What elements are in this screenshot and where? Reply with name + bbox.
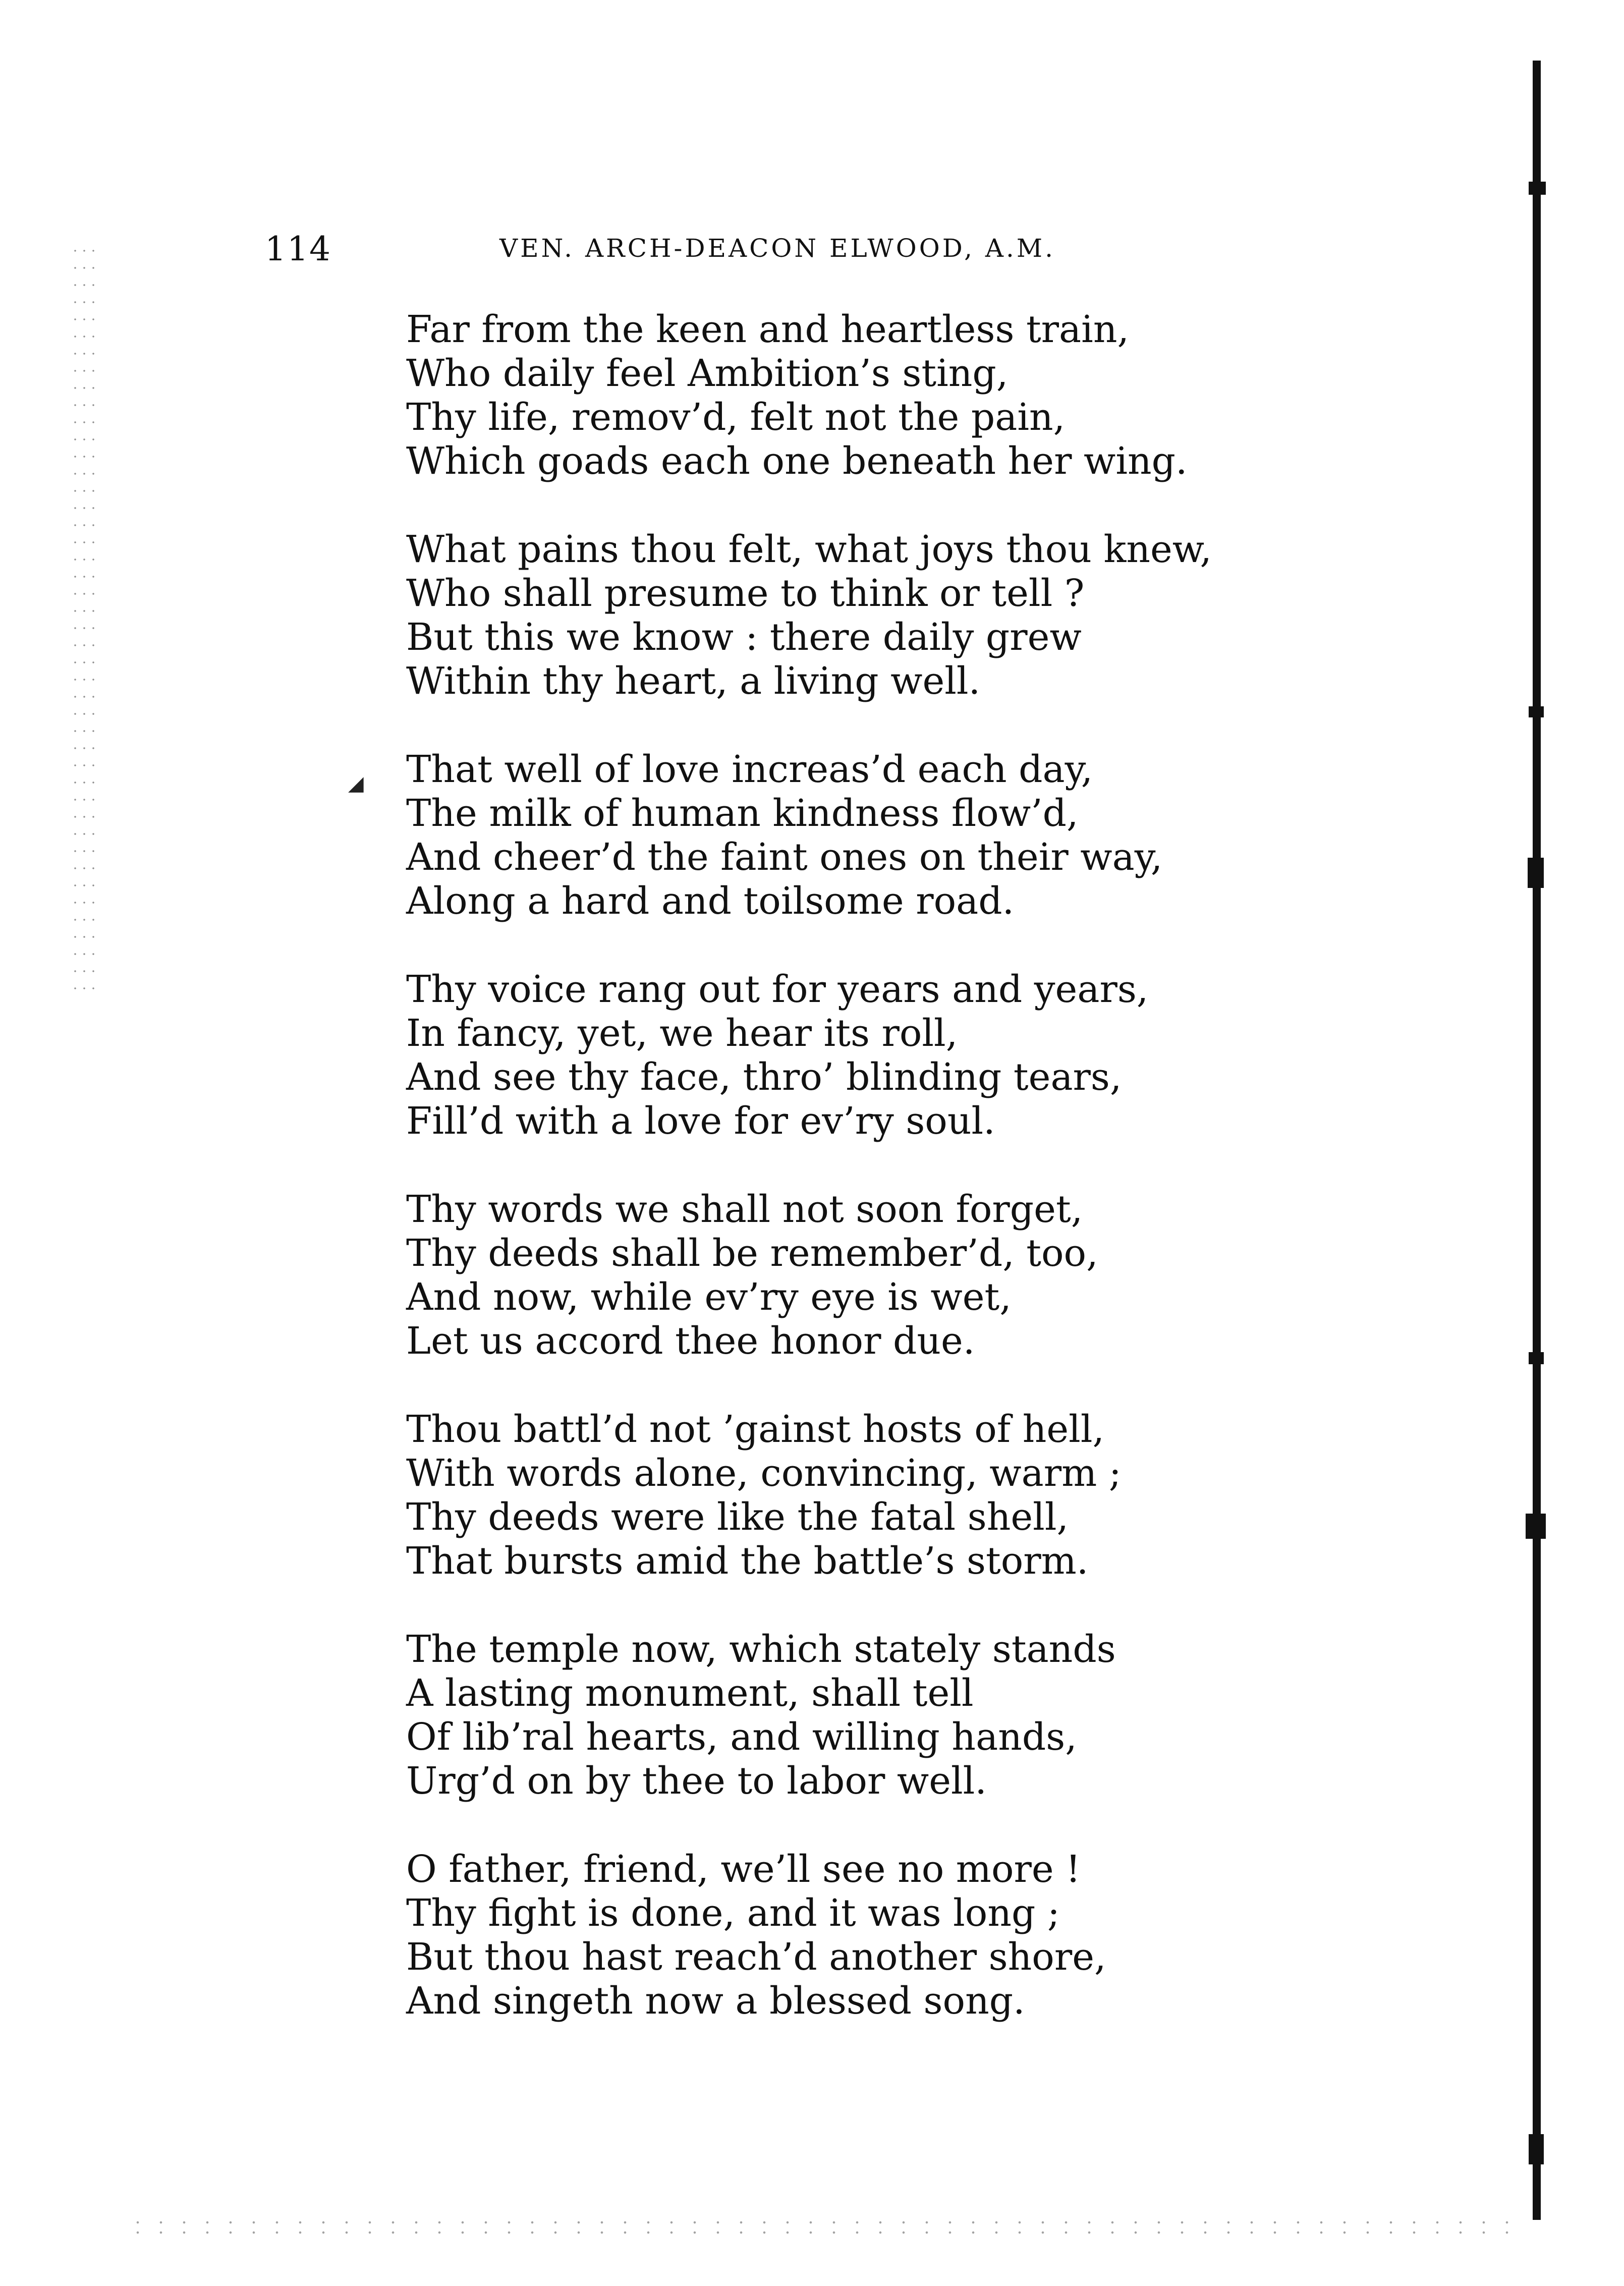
binding-notch (1528, 858, 1544, 888)
poem-line: Of lib’ral hearts, and willing hands, (406, 1715, 1077, 1759)
poem-line: Thy voice rang out for years and years, (406, 968, 1149, 1011)
poem-line: With words alone, convincing, warm ; (406, 1452, 1122, 1495)
stanza (406, 748, 1314, 923)
poem-line: Far from the keen and heartless train, (406, 308, 1130, 351)
poem-line: And now, while ev’ry eye is wet, (406, 1275, 1012, 1319)
poem-line: Let us accord thee honor due. (406, 1319, 975, 1363)
binding-edge (1533, 61, 1541, 2220)
page-header (265, 230, 1223, 270)
poem-line: Thy deeds were like the fatal shell, (406, 1495, 1069, 1539)
poem-line: Thy life, remov’d, felt not the pain, (406, 396, 1066, 439)
poem-line: Within thy heart, a living well. (406, 659, 981, 703)
poem-line: Which goads each one beneath her wing. (406, 439, 1188, 483)
poem-line: Who daily feel Ambition’s sting, (406, 352, 1009, 395)
binding-notch (1526, 1514, 1546, 1539)
page-number: 114 (265, 230, 331, 268)
stanza (406, 1408, 1314, 1583)
binding-notch (1529, 2134, 1544, 2164)
binding-notch (1529, 182, 1546, 195)
stanza (406, 528, 1314, 703)
bottom-edge-scan-noise (126, 2217, 1514, 2238)
poem-line: Thy words we shall not soon forget, (406, 1188, 1083, 1231)
stanza (406, 968, 1314, 1143)
poem-line: In fancy, yet, we hear its roll, (406, 1012, 958, 1055)
poem-line: O father, friend, we’ll see no more ! (406, 1848, 1081, 1891)
poem-line: A lasting monument, shall tell (406, 1671, 974, 1715)
poem-line: Along a hard and toilsome road. (406, 879, 1015, 923)
binding-notch (1529, 706, 1544, 717)
poem (406, 308, 1314, 2068)
poem-line: Fill’d with a love for ev’ry soul. (406, 1099, 995, 1143)
left-edge-scan-noise (71, 242, 101, 999)
poem-line: That well of love increas’d each day, (406, 748, 1093, 791)
poem-line: The milk of human kindness flow’d, (406, 792, 1079, 835)
stanza (406, 1628, 1314, 1803)
poem-line: But thou hast reach’d another shore, (406, 1935, 1106, 1979)
poem-line: And singeth now a blessed song. (406, 1979, 1025, 2023)
poem-line: But this we know : there daily grew (406, 616, 1082, 659)
poem-line: And cheer’d the faint ones on their way, (406, 835, 1163, 879)
poem-line: The temple now, which stately stands (406, 1628, 1116, 1671)
stray-mark: ◢ (348, 772, 364, 795)
stanza (406, 1848, 1314, 2023)
poem-line: Thou battl’d not ’gainst hosts of hell, (406, 1408, 1105, 1451)
stanza (406, 308, 1314, 483)
running-head: VEN. ARCH-DEACON ELWOOD, A.M. (499, 234, 1055, 263)
stanza (406, 1188, 1314, 1363)
poem-line: That bursts amid the battle’s storm. (406, 1539, 1089, 1583)
binding-notch (1529, 1352, 1544, 1364)
poem-line: What pains thou felt, what joys thou knew, (406, 528, 1212, 571)
poem-line: Who shall presume to think or tell ? (406, 572, 1085, 615)
poem-line: And see thy face, thro’ blinding tears, (406, 1055, 1122, 1099)
poem-line: Thy fight is done, and it was long ; (406, 1891, 1060, 1935)
poem-line: Thy deeds shall be remember’d, too, (406, 1232, 1098, 1275)
poem-line: Urg’d on by thee to labor well. (406, 1759, 987, 1803)
